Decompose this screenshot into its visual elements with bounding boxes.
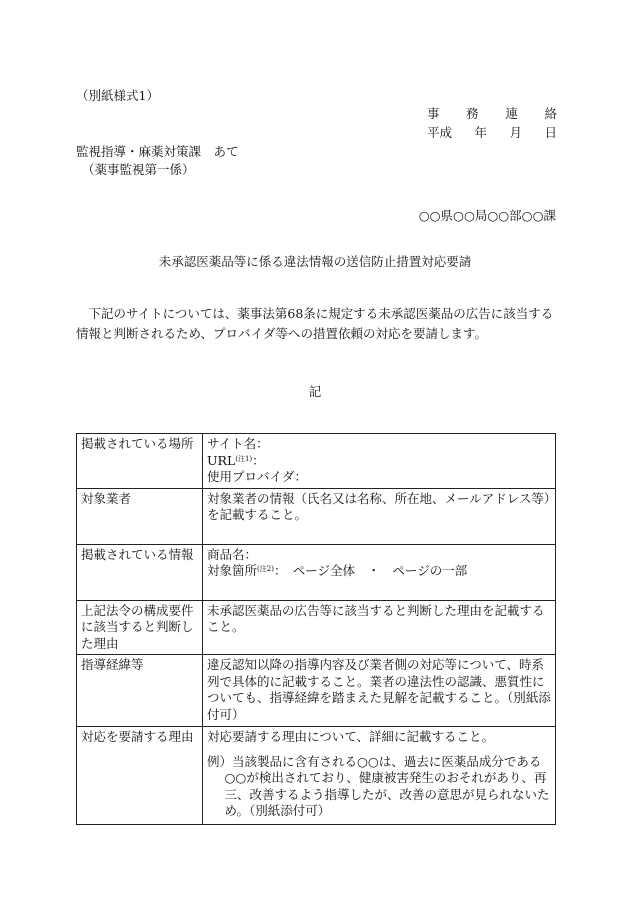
sender: ○○県○○局○○部○○課 — [418, 208, 556, 223]
recipient-line1: 監視指導・麻薬対策課 あて — [76, 144, 239, 159]
provider-field: 使用プロバイダ： — [207, 469, 308, 484]
product-name-field: 商品名： — [207, 546, 258, 562]
reason-example: 例）当該製品に含有される○○は、過去に医薬品成分である○○が検出されており、健康被害発生のおそれがあり、再三、改善するよう指導したが、改善の意思が見られないため。（別紙添付可） — [207, 753, 550, 818]
doc-type-char: 絡 — [544, 106, 557, 121]
row-label: 上記法令の構成要件に該当すると判断した理由 — [77, 600, 203, 655]
doc-type-char: 連 — [505, 106, 518, 121]
row-content — [203, 544, 556, 600]
site-name-field: サイト名： — [207, 436, 269, 451]
row-content: 対象業者の情報（氏名又は名称、所在地、メールアドレス等）を記載すること。 — [203, 488, 556, 544]
date-year: 年 — [474, 125, 487, 140]
doc-type-char: 事 — [427, 106, 440, 121]
ki-heading: 記 — [308, 384, 322, 399]
url-suffix: ： — [252, 452, 265, 468]
url-field — [207, 453, 551, 470]
row-content: 違反認知以降の指導内容及び業者側の対応等について、時系列で具体的に記載すること。業者の違法性の認識、悪質性についても、指導経緯を踏まえた見解を記載すること。（別紙添付可） — [203, 655, 556, 727]
target-note: (注2) — [257, 565, 274, 573]
target-field — [207, 563, 551, 580]
row-label: 掲載されている場所 — [77, 434, 203, 489]
row-content — [203, 727, 556, 825]
recipient-line2: （薬事監視第一係） — [82, 162, 195, 177]
table-row — [77, 488, 556, 544]
row-content — [203, 434, 556, 489]
reason-instruction: 対応要請する理由について、詳細に記載すること。 — [207, 729, 495, 744]
row-label: 対象業者 — [77, 488, 203, 544]
table-row — [77, 544, 556, 600]
table-row — [77, 655, 556, 727]
row-label: 対応を要請する理由 — [77, 727, 203, 825]
url-label: URL — [207, 452, 236, 468]
spacer — [207, 746, 551, 754]
row-label: 指導経緯等 — [77, 655, 203, 727]
target-options: ： ページ全体 ・ ページの一部 — [273, 563, 468, 578]
table-row — [77, 727, 556, 825]
form-id: （別紙様式1） — [76, 88, 159, 103]
body-paragraph: 下記のサイトについては、薬事法第68条に規定する未承認医薬品の広告に該当する情報と判断されるため、プロバイダ等への措置依頼の対応を要請します。 — [76, 306, 554, 341]
target-label: 対象箇所 — [207, 563, 258, 578]
date-month: 月 — [509, 125, 522, 140]
date-day: 日 — [544, 125, 557, 140]
row-label: 掲載されている情報 — [77, 544, 203, 600]
table-row — [77, 434, 556, 489]
date-line — [427, 123, 557, 141]
document-title: 未承認医薬品等に係る違法情報の送信防止措置対応要請 — [158, 254, 472, 269]
doc-type-char: 務 — [466, 106, 479, 121]
table-row — [77, 600, 556, 655]
request-table — [76, 433, 556, 825]
date-era: 平成 — [427, 125, 453, 140]
doc-type — [427, 104, 557, 122]
row-content: 未承認医薬品の広告等に該当すると判断した理由を記載すること。 — [203, 600, 556, 655]
url-note: (注1) — [235, 454, 253, 463]
